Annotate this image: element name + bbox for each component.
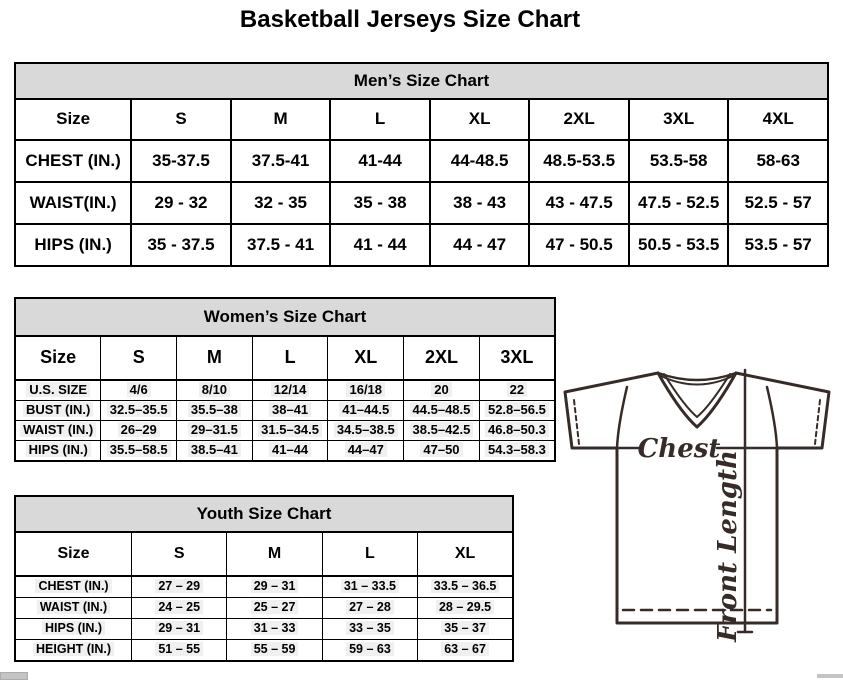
youth-cell-3-2 [322, 640, 417, 662]
mens-cell-1-1: 32 - 35 [231, 182, 331, 224]
womens-cell-0-4-text: 20 [431, 382, 451, 397]
youth-cell-0-3 [418, 576, 513, 598]
womens-cell-1-1 [177, 401, 253, 421]
left-cuff-dashed-line [574, 400, 579, 444]
womens-cell-3-0-text: 35.5–58.5 [107, 442, 171, 457]
womens-cell-1-4 [404, 401, 480, 421]
youth-col-m: M [227, 532, 322, 576]
mens-cell-2-0: 35 - 37.5 [131, 224, 231, 266]
mens-table-caption-row [15, 63, 828, 99]
youth-row-label-0-text: CHEST (IN.) [35, 579, 111, 593]
womens-data-row-2 [15, 421, 555, 441]
left-armhole-seam [617, 387, 627, 448]
youth-cell-3-0-text: 51 – 55 [155, 642, 203, 656]
womens-cell-1-5 [479, 401, 555, 421]
youth-cell-0-0 [132, 576, 227, 598]
youth-cell-0-2-text: 31 – 33.5 [341, 579, 399, 593]
womens-cell-2-4 [404, 421, 480, 441]
chest-label: Chest [637, 434, 721, 464]
womens-cell-1-4-text: 44.5–48.5 [410, 402, 474, 417]
mens-cell-2-4: 47 - 50.5 [529, 224, 629, 266]
youth-cell-2-2-text: 33 – 35 [346, 621, 394, 635]
womens-cell-3-4 [404, 441, 480, 462]
womens-size-table [14, 297, 556, 462]
womens-cell-3-5-text: 54.3–58.3 [485, 442, 549, 457]
mens-cell-0-0: 35-37.5 [131, 140, 231, 182]
womens-col-2xl: 2XL [404, 336, 480, 380]
youth-cell-3-1 [227, 640, 322, 662]
youth-table-title: Youth Size Chart [15, 496, 513, 532]
womens-corner-label: Size [15, 336, 101, 380]
mens-cell-0-6: 58-63 [728, 140, 828, 182]
womens-cell-1-3 [328, 401, 404, 421]
mens-cell-2-5: 50.5 - 53.5 [629, 224, 729, 266]
womens-cell-0-1-text: 8/10 [199, 382, 230, 397]
youth-cell-0-3-text: 33.5 – 36.5 [431, 579, 500, 593]
youth-cell-3-3 [418, 640, 513, 662]
womens-row-label-2-text: WAIST (IN.) [20, 422, 96, 437]
womens-cell-3-3 [328, 441, 404, 462]
mens-cell-0-5: 53.5-58 [629, 140, 729, 182]
youth-size-header-row [15, 532, 513, 576]
mens-cell-2-1: 37.5 - 41 [231, 224, 331, 266]
womens-cell-1-1-text: 35.5–38 [188, 402, 241, 417]
mens-row-label-1: WAIST(IN.) [15, 182, 131, 224]
youth-size-table [14, 495, 514, 662]
womens-cell-1-2 [252, 401, 328, 421]
youth-cell-1-2-text: 27 – 28 [346, 600, 394, 614]
youth-row-label-2 [15, 619, 132, 640]
womens-cell-1-0 [101, 401, 177, 421]
youth-cell-3-2-text: 59 – 63 [346, 642, 394, 656]
right-cuff-dashed-line [815, 400, 820, 444]
youth-cell-2-3 [418, 619, 513, 640]
youth-cell-1-2 [322, 598, 417, 619]
youth-cell-1-3 [418, 598, 513, 619]
right-armhole-seam [767, 387, 777, 448]
womens-cell-2-2-text: 31.5–34.5 [258, 422, 322, 437]
mens-data-row-2 [15, 224, 828, 266]
youth-cell-0-0-text: 27 – 29 [155, 579, 203, 593]
mens-col-4xl: 4XL [728, 99, 828, 140]
womens-cell-0-3-text: 16/18 [346, 382, 385, 397]
womens-cell-3-1 [177, 441, 253, 462]
page-title: Basketball Jerseys Size Chart [239, 6, 581, 33]
womens-cell-3-3-text: 44–47 [345, 442, 387, 457]
youth-row-label-3 [15, 640, 132, 662]
youth-row-label-2-text: HIPS (IN.) [42, 621, 105, 635]
youth-cell-1-1-text: 25 – 27 [251, 600, 299, 614]
womens-row-label-0 [15, 380, 101, 401]
youth-cell-3-1-text: 55 – 59 [251, 642, 299, 656]
womens-row-label-1 [15, 401, 101, 421]
mens-col-xl: XL [430, 99, 530, 140]
youth-cell-3-3-text: 63 – 67 [441, 642, 489, 656]
womens-row-label-1-text: BUST (IN.) [23, 402, 93, 417]
youth-col-xl: XL [418, 532, 513, 576]
youth-cell-0-1-text: 29 – 31 [251, 579, 299, 593]
front-length-label: Front Length [713, 450, 743, 642]
womens-cell-0-0-text: 4/6 [127, 382, 151, 397]
womens-cell-0-5 [479, 380, 555, 401]
scrollbar-fragment-right[interactable] [817, 674, 843, 678]
womens-col-xl: XL [328, 336, 404, 380]
mens-cell-1-0: 29 - 32 [131, 182, 231, 224]
womens-table-caption-row [15, 298, 555, 336]
youth-cell-2-0 [132, 619, 227, 640]
womens-cell-3-5 [479, 441, 555, 462]
womens-cell-2-4-text: 38.5–42.5 [410, 422, 474, 437]
youth-table-caption-row [15, 496, 513, 532]
womens-cell-0-4 [404, 380, 480, 401]
womens-row-label-3-text: HIPS (IN.) [26, 442, 91, 457]
womens-cell-3-2 [252, 441, 328, 462]
womens-data-row-0 [15, 380, 555, 401]
womens-cell-1-5-text: 52.8–56.5 [485, 402, 549, 417]
womens-cell-3-2-text: 41–44 [269, 442, 311, 457]
mens-row-label-0: CHEST (IN.) [15, 140, 131, 182]
womens-data-row-1 [15, 401, 555, 421]
youth-cell-0-2 [322, 576, 417, 598]
womens-cell-2-3-text: 34.5–38.5 [334, 422, 398, 437]
womens-cell-3-4-text: 47–50 [420, 442, 462, 457]
youth-col-s: S [132, 532, 227, 576]
jersey-measurement-diagram [558, 360, 840, 665]
youth-cell-0-1 [227, 576, 322, 598]
mens-cell-0-2: 41-44 [330, 140, 430, 182]
womens-col-m: M [177, 336, 253, 380]
youth-cell-2-0-text: 29 – 31 [155, 621, 203, 635]
youth-cell-1-1 [227, 598, 322, 619]
youth-data-row-2 [15, 619, 513, 640]
youth-cell-2-3-text: 35 – 37 [441, 621, 489, 635]
youth-data-row-0 [15, 576, 513, 598]
womens-cell-2-5-text: 46.8–50.3 [485, 422, 549, 437]
womens-row-label-0-text: U.S. SIZE [26, 382, 90, 397]
mens-corner-label: Size [15, 99, 131, 140]
womens-cell-0-0 [101, 380, 177, 401]
womens-table-title: Women’s Size Chart [15, 298, 555, 336]
womens-cell-1-0-text: 32.5–35.5 [107, 402, 171, 417]
mens-row-label-2: HIPS (IN.) [15, 224, 131, 266]
womens-cell-1-2-text: 38–41 [269, 402, 311, 417]
womens-cell-2-0 [101, 421, 177, 441]
mens-col-3xl: 3XL [629, 99, 729, 140]
youth-cell-2-1 [227, 619, 322, 640]
womens-cell-2-1-text: 29–31.5 [188, 422, 241, 437]
womens-col-l: L [252, 336, 328, 380]
youth-cell-1-0 [132, 598, 227, 619]
youth-cell-1-3-text: 28 – 29.5 [436, 600, 494, 614]
womens-row-label-3 [15, 441, 101, 462]
womens-cell-0-2 [252, 380, 328, 401]
mens-cell-2-6: 53.5 - 57 [728, 224, 828, 266]
mens-cell-2-3: 44 - 47 [430, 224, 530, 266]
youth-corner-label: Size [15, 532, 132, 576]
womens-cell-0-3 [328, 380, 404, 401]
womens-cell-1-3-text: 41–44.5 [339, 402, 392, 417]
womens-row-label-2 [15, 421, 101, 441]
mens-cell-1-4: 43 - 47.5 [529, 182, 629, 224]
youth-cell-1-0-text: 24 – 25 [155, 600, 203, 614]
womens-cell-0-5-text: 22 [507, 382, 527, 397]
mens-col-s: S [131, 99, 231, 140]
womens-cell-2-1 [177, 421, 253, 441]
mens-size-table [14, 62, 829, 267]
mens-cell-1-5: 47.5 - 52.5 [629, 182, 729, 224]
mens-col-l: L [330, 99, 430, 140]
youth-row-label-3-text: HEIGHT (IN.) [33, 642, 114, 656]
youth-row-label-0 [15, 576, 132, 598]
youth-cell-2-2 [322, 619, 417, 640]
mens-cell-1-6: 52.5 - 57 [728, 182, 828, 224]
youth-data-row-3 [15, 640, 513, 662]
mens-table-title: Men’s Size Chart [15, 63, 828, 99]
mens-cell-1-3: 38 - 43 [430, 182, 530, 224]
mens-data-row-1 [15, 182, 828, 224]
youth-row-label-1-text: WAIST (IN.) [37, 600, 110, 614]
youth-row-label-1 [15, 598, 132, 619]
womens-col-3xl: 3XL [479, 336, 555, 380]
mens-size-header-row [15, 99, 828, 140]
mens-cell-0-4: 48.5-53.5 [529, 140, 629, 182]
youth-cell-3-0 [132, 640, 227, 662]
womens-data-row-3 [15, 441, 555, 462]
mens-cell-0-3: 44-48.5 [430, 140, 530, 182]
youth-cell-2-1-text: 31 – 33 [251, 621, 299, 635]
womens-cell-0-1 [177, 380, 253, 401]
womens-col-s: S [101, 336, 177, 380]
mens-cell-2-2: 41 - 44 [330, 224, 430, 266]
womens-cell-3-0 [101, 441, 177, 462]
mens-data-row-0 [15, 140, 828, 182]
womens-size-header-row [15, 336, 555, 380]
youth-data-row-1 [15, 598, 513, 619]
womens-cell-2-0-text: 26–29 [118, 422, 160, 437]
mens-col-m: M [231, 99, 331, 140]
mens-cell-0-1: 37.5-41 [231, 140, 331, 182]
womens-cell-3-1-text: 38.5–41 [188, 442, 241, 457]
womens-cell-2-5 [479, 421, 555, 441]
womens-cell-0-2-text: 12/14 [271, 382, 310, 397]
womens-cell-2-3 [328, 421, 404, 441]
mens-cell-1-2: 35 - 38 [330, 182, 430, 224]
youth-col-l: L [322, 532, 417, 576]
jersey-outline [565, 373, 829, 623]
mens-col-2xl: 2XL [529, 99, 629, 140]
womens-cell-2-2 [252, 421, 328, 441]
